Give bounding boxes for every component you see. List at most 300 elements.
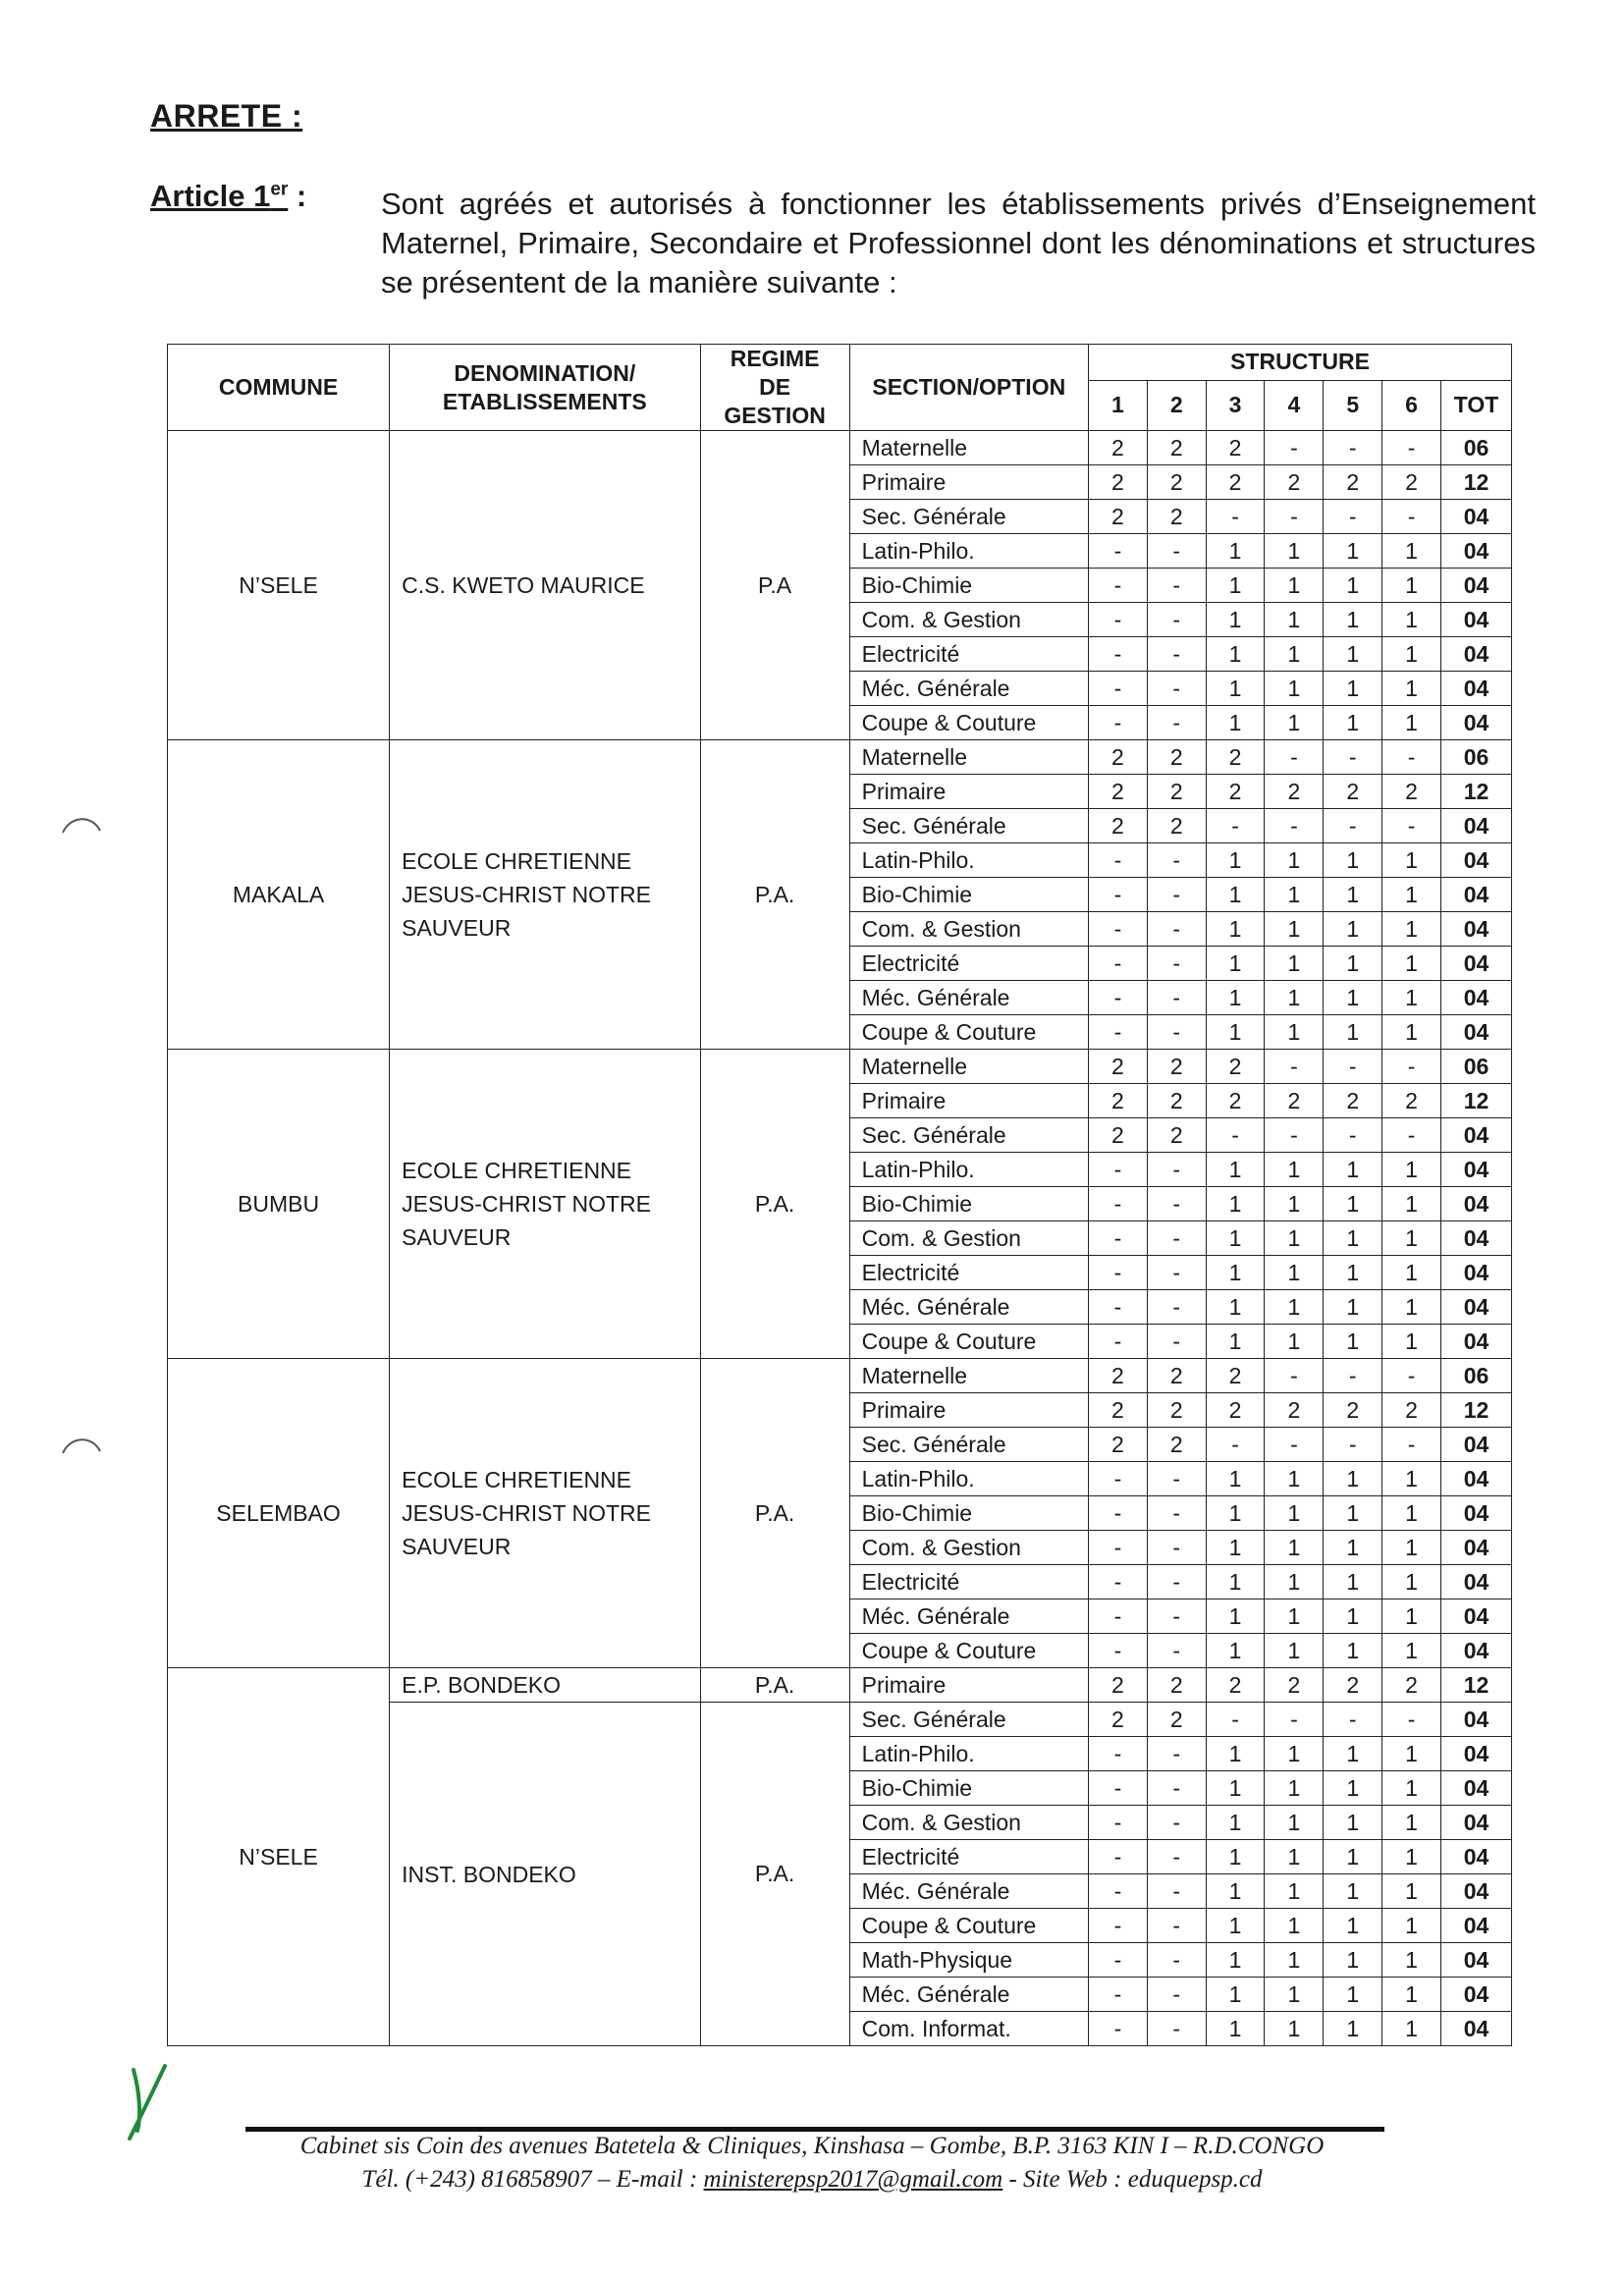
section-cell: Latin-Philo. — [849, 843, 1088, 878]
structure-value-cell: 1 — [1206, 534, 1265, 569]
structure-value-cell: 1 — [1206, 1771, 1265, 1806]
total-cell: 04 — [1440, 1221, 1511, 1256]
structure-value-cell: 1 — [1382, 603, 1441, 637]
structure-value-cell: 1 — [1265, 1943, 1324, 1978]
total-cell: 04 — [1440, 1118, 1511, 1153]
total-cell: 04 — [1440, 1187, 1511, 1221]
structure-value-cell: 1 — [1324, 1909, 1382, 1943]
structure-value-cell: 1 — [1382, 947, 1441, 981]
structure-value-cell: 2 — [1206, 1084, 1265, 1118]
structure-value-cell: 1 — [1382, 1221, 1441, 1256]
structure-value-cell: - — [1206, 500, 1265, 534]
structure-value-cell: - — [1206, 1428, 1265, 1462]
structure-value-cell: 1 — [1324, 947, 1382, 981]
structure-value-cell: 1 — [1324, 1153, 1382, 1187]
section-cell: Com. Informat. — [849, 2012, 1088, 2046]
structure-value-cell: - — [1147, 603, 1206, 637]
table-row — [168, 1359, 1512, 1393]
section-cell: Bio-Chimie — [849, 1771, 1088, 1806]
structure-value-cell: 1 — [1265, 1634, 1324, 1668]
structure-value-cell: 2 — [1382, 1084, 1441, 1118]
total-cell: 04 — [1440, 843, 1511, 878]
total-cell: 04 — [1440, 1909, 1511, 1943]
table-row — [168, 1668, 1512, 1703]
structure-value-cell: 1 — [1382, 1531, 1441, 1565]
structure-value-cell: 2 — [1324, 1393, 1382, 1428]
structure-value-cell: 1 — [1206, 947, 1265, 981]
punch-hole-mark — [61, 813, 102, 837]
section-cell: Electricité — [849, 1256, 1088, 1290]
structure-value-cell: 1 — [1382, 1015, 1441, 1050]
structure-value-cell: 2 — [1324, 1668, 1382, 1703]
structure-value-cell: - — [1089, 603, 1148, 637]
structure-value-cell: 1 — [1324, 603, 1382, 637]
total-cell: 04 — [1440, 534, 1511, 569]
structure-value-cell: - — [1089, 1978, 1148, 2012]
structure-value-cell: - — [1382, 431, 1441, 465]
structure-value-cell: 1 — [1382, 569, 1441, 603]
total-cell: 06 — [1440, 431, 1511, 465]
structure-value-cell: 1 — [1382, 981, 1441, 1015]
article-text: Sont agréés et autorisés à fonctionner les établissements privés d’Enseignement Maternel, Primaire, Secondaire et Professionnel dont les dénominations et structures se présentent de la manière suivante : — [381, 187, 1536, 299]
section-cell: Primaire — [849, 1668, 1088, 1703]
structure-value-cell: - — [1089, 1221, 1148, 1256]
section-cell: Coupe & Couture — [849, 1634, 1088, 1668]
structure-value-cell: 1 — [1206, 1978, 1265, 2012]
structure-value-cell: 1 — [1206, 843, 1265, 878]
structure-value-cell: 1 — [1324, 1978, 1382, 2012]
structure-value-cell: 2 — [1206, 431, 1265, 465]
structure-value-cell: 1 — [1324, 1496, 1382, 1531]
structure-value-cell: 2 — [1089, 1393, 1148, 1428]
structure-value-cell: - — [1147, 1462, 1206, 1496]
total-cell: 04 — [1440, 809, 1511, 843]
structure-value-cell: 1 — [1324, 843, 1382, 878]
structure-value-cell: 1 — [1206, 1909, 1265, 1943]
structure-value-cell: 1 — [1382, 878, 1441, 912]
structure-value-cell: - — [1265, 809, 1324, 843]
structure-value-cell: - — [1324, 1428, 1382, 1462]
structure-value-cell: 1 — [1206, 1153, 1265, 1187]
denomination-cell: E.P. BONDEKO — [390, 1668, 700, 1703]
regime-cell: P.A. — [700, 1703, 849, 2046]
structure-value-cell: 1 — [1265, 1015, 1324, 1050]
structure-value-cell: - — [1147, 1153, 1206, 1187]
structure-value-cell: - — [1147, 1840, 1206, 1874]
section-cell: Com. & Gestion — [849, 603, 1088, 637]
header-col-1: 1 — [1089, 380, 1148, 430]
structure-value-cell: 2 — [1089, 1703, 1148, 1737]
structure-value-cell: 1 — [1206, 1737, 1265, 1771]
structure-value-cell: 1 — [1206, 1806, 1265, 1840]
structure-value-cell: 1 — [1265, 1531, 1324, 1565]
denomination-cell: ECOLE CHRETIENNE JESUS-CHRIST NOTRE SAUVEUR — [390, 740, 700, 1050]
structure-value-cell: - — [1147, 1187, 1206, 1221]
structure-value-cell: 1 — [1382, 1256, 1441, 1290]
structure-value-cell: - — [1382, 1428, 1441, 1462]
structure-value-cell: 1 — [1324, 1462, 1382, 1496]
section-cell: Primaire — [849, 775, 1088, 809]
total-cell: 04 — [1440, 603, 1511, 637]
structure-value-cell: 1 — [1382, 1978, 1441, 2012]
structure-value-cell: 2 — [1265, 465, 1324, 500]
structure-value-cell: 1 — [1265, 1153, 1324, 1187]
structure-value-cell: - — [1089, 569, 1148, 603]
footer-email[interactable]: ministerepsp2017@gmail.com — [703, 2166, 1003, 2193]
structure-value-cell: 1 — [1265, 947, 1324, 981]
structure-value-cell: 1 — [1382, 706, 1441, 740]
table-row — [168, 431, 1512, 465]
structure-value-cell: 1 — [1324, 1187, 1382, 1221]
structure-value-cell: - — [1089, 1634, 1148, 1668]
header-regime-line3: GESTION — [724, 403, 826, 428]
structure-value-cell: - — [1324, 1118, 1382, 1153]
structure-value-cell: 1 — [1324, 1256, 1382, 1290]
structure-value-cell: - — [1324, 1703, 1382, 1737]
structure-value-cell: - — [1089, 1256, 1148, 1290]
section-cell: Electricité — [849, 1565, 1088, 1599]
structure-value-cell: - — [1382, 1703, 1441, 1737]
structure-value-cell: 2 — [1206, 1668, 1265, 1703]
header-commune: COMMUNE — [168, 345, 390, 431]
structure-value-cell: 1 — [1324, 1531, 1382, 1565]
structure-value-cell: 1 — [1265, 1978, 1324, 2012]
structure-value-cell: 1 — [1324, 1874, 1382, 1909]
section-cell: Méc. Générale — [849, 1290, 1088, 1325]
structure-value-cell: 1 — [1324, 2012, 1382, 2046]
structure-value-cell: - — [1265, 1359, 1324, 1393]
total-cell: 12 — [1440, 1393, 1511, 1428]
structure-value-cell: 2 — [1265, 1084, 1324, 1118]
structure-value-cell: 1 — [1324, 1325, 1382, 1359]
structure-value-cell: 1 — [1206, 1256, 1265, 1290]
total-cell: 12 — [1440, 1668, 1511, 1703]
structure-value-cell: 1 — [1206, 1462, 1265, 1496]
structure-value-cell: - — [1089, 1290, 1148, 1325]
structure-value-cell: 1 — [1324, 1634, 1382, 1668]
establishments-table — [167, 344, 1512, 2046]
regime-cell: P.A. — [700, 1050, 849, 1359]
structure-value-cell: 2 — [1089, 775, 1148, 809]
header-denomination-line2: ETABLISSEMENTS — [442, 388, 647, 414]
structure-value-cell: 2 — [1147, 431, 1206, 465]
structure-value-cell: 1 — [1324, 1015, 1382, 1050]
structure-value-cell: 1 — [1265, 1806, 1324, 1840]
structure-value-cell: 2 — [1206, 1393, 1265, 1428]
structure-value-cell: 1 — [1324, 1771, 1382, 1806]
header-col-tot: TOT — [1440, 380, 1511, 430]
structure-value-cell: 1 — [1382, 637, 1441, 672]
section-cell: Latin-Philo. — [849, 1462, 1088, 1496]
total-cell: 04 — [1440, 1943, 1511, 1978]
header-regime — [700, 345, 849, 431]
structure-value-cell: - — [1089, 706, 1148, 740]
structure-value-cell: - — [1089, 672, 1148, 706]
structure-value-cell: - — [1147, 1531, 1206, 1565]
structure-value-cell: - — [1147, 912, 1206, 947]
header-col-2: 2 — [1147, 380, 1206, 430]
structure-value-cell: - — [1324, 1359, 1382, 1393]
section-cell: Math-Physique — [849, 1943, 1088, 1978]
structure-value-cell: - — [1147, 2012, 1206, 2046]
structure-value-cell: 1 — [1206, 1599, 1265, 1634]
structure-value-cell: 1 — [1206, 1221, 1265, 1256]
structure-value-cell: 1 — [1265, 603, 1324, 637]
section-cell: Com. & Gestion — [849, 1221, 1088, 1256]
commune-cell: SELEMBAO — [168, 1359, 390, 1668]
structure-value-cell: - — [1147, 569, 1206, 603]
structure-value-cell: 1 — [1206, 2012, 1265, 2046]
structure-value-cell: 2 — [1089, 809, 1148, 843]
structure-value-cell: - — [1089, 1909, 1148, 1943]
structure-value-cell: 1 — [1324, 912, 1382, 947]
structure-value-cell: 1 — [1265, 1462, 1324, 1496]
structure-value-cell: 2 — [1147, 1084, 1206, 1118]
structure-value-cell: 2 — [1147, 740, 1206, 775]
structure-value-cell: 1 — [1382, 1496, 1441, 1531]
structure-value-cell: - — [1382, 1050, 1441, 1084]
section-cell: Latin-Philo. — [849, 1153, 1088, 1187]
section-cell: Primaire — [849, 1393, 1088, 1428]
structure-value-cell: 1 — [1324, 878, 1382, 912]
structure-value-cell: 1 — [1324, 1599, 1382, 1634]
structure-value-cell: 2 — [1147, 775, 1206, 809]
structure-value-cell: 2 — [1147, 1359, 1206, 1393]
structure-value-cell: 1 — [1265, 706, 1324, 740]
section-cell: Coupe & Couture — [849, 1015, 1088, 1050]
section-cell: Maternelle — [849, 1050, 1088, 1084]
structure-value-cell: 1 — [1382, 1806, 1441, 1840]
structure-value-cell: 1 — [1324, 1806, 1382, 1840]
structure-value-cell: 2 — [1147, 1050, 1206, 1084]
article-label — [150, 179, 306, 214]
regime-cell: P.A. — [700, 740, 849, 1050]
section-cell: Primaire — [849, 465, 1088, 500]
structure-value-cell: 1 — [1206, 569, 1265, 603]
structure-value-cell: - — [1089, 1943, 1148, 1978]
structure-value-cell: 2 — [1089, 465, 1148, 500]
structure-value-cell: 1 — [1206, 637, 1265, 672]
structure-value-cell: 1 — [1206, 603, 1265, 637]
structure-value-cell: - — [1265, 1118, 1324, 1153]
total-cell: 04 — [1440, 1290, 1511, 1325]
section-cell: Sec. Générale — [849, 500, 1088, 534]
total-cell: 04 — [1440, 981, 1511, 1015]
structure-value-cell: 1 — [1206, 1290, 1265, 1325]
header-denomination-line1: DENOMINATION/ — [454, 359, 636, 386]
structure-value-cell: 1 — [1206, 1187, 1265, 1221]
structure-value-cell: 2 — [1089, 500, 1148, 534]
structure-value-cell: - — [1147, 672, 1206, 706]
structure-value-cell: 2 — [1206, 740, 1265, 775]
structure-value-cell: - — [1324, 500, 1382, 534]
structure-value-cell: - — [1147, 981, 1206, 1015]
structure-value-cell: 1 — [1324, 1221, 1382, 1256]
structure-value-cell: 1 — [1206, 706, 1265, 740]
section-cell: Coupe & Couture — [849, 706, 1088, 740]
structure-value-cell: - — [1265, 431, 1324, 465]
structure-value-cell: 1 — [1382, 534, 1441, 569]
total-cell: 12 — [1440, 465, 1511, 500]
section-cell: Bio-Chimie — [849, 1496, 1088, 1531]
section-cell: Bio-Chimie — [849, 1187, 1088, 1221]
section-cell: Maternelle — [849, 1359, 1088, 1393]
structure-value-cell: - — [1265, 740, 1324, 775]
section-cell: Sec. Générale — [849, 809, 1088, 843]
structure-value-cell: 2 — [1206, 465, 1265, 500]
structure-value-cell: - — [1382, 740, 1441, 775]
total-cell: 04 — [1440, 1874, 1511, 1909]
regime-cell: P.A. — [700, 1359, 849, 1668]
header-col-4: 4 — [1265, 380, 1324, 430]
footer-website: - Site Web : eduquepsp.cd — [1002, 2166, 1263, 2193]
structure-value-cell: 1 — [1265, 534, 1324, 569]
structure-value-cell: 2 — [1147, 1668, 1206, 1703]
structure-value-cell: 1 — [1265, 981, 1324, 1015]
structure-value-cell: 1 — [1382, 1634, 1441, 1668]
structure-value-cell: - — [1147, 1909, 1206, 1943]
structure-value-cell: 1 — [1265, 2012, 1324, 2046]
structure-value-cell: 1 — [1265, 1290, 1324, 1325]
structure-value-cell: 1 — [1265, 1737, 1324, 1771]
structure-value-cell: - — [1147, 1599, 1206, 1634]
structure-value-cell: - — [1147, 843, 1206, 878]
regime-cell: P.A. — [700, 1668, 849, 1703]
structure-value-cell: 1 — [1206, 912, 1265, 947]
structure-value-cell: 1 — [1265, 1599, 1324, 1634]
structure-value-cell: 1 — [1324, 534, 1382, 569]
structure-value-cell: - — [1089, 637, 1148, 672]
total-cell: 04 — [1440, 878, 1511, 912]
structure-value-cell: 1 — [1206, 981, 1265, 1015]
footer-phone: Tél. (+243) 816858907 – E-mail : — [361, 2166, 704, 2193]
total-cell: 04 — [1440, 912, 1511, 947]
structure-value-cell: 1 — [1265, 1256, 1324, 1290]
structure-value-cell: - — [1089, 1874, 1148, 1909]
structure-value-cell: 1 — [1382, 1874, 1441, 1909]
structure-value-cell: 1 — [1382, 2012, 1441, 2046]
header-col-6: 6 — [1382, 380, 1441, 430]
commune-cell: MAKALA — [168, 740, 390, 1050]
structure-value-cell: 2 — [1089, 1428, 1148, 1462]
structure-value-cell: 2 — [1324, 1084, 1382, 1118]
total-cell: 04 — [1440, 1428, 1511, 1462]
structure-value-cell: - — [1265, 1050, 1324, 1084]
structure-value-cell: - — [1147, 706, 1206, 740]
structure-value-cell: 1 — [1324, 1565, 1382, 1599]
section-cell: Méc. Générale — [849, 1874, 1088, 1909]
structure-value-cell: - — [1089, 912, 1148, 947]
commune-cell: BUMBU — [168, 1050, 390, 1359]
total-cell: 04 — [1440, 1531, 1511, 1565]
article-colon: : — [288, 179, 307, 213]
total-cell: 04 — [1440, 1771, 1511, 1806]
handwritten-tick-mark — [126, 2062, 185, 2141]
structure-value-cell: 1 — [1265, 1221, 1324, 1256]
structure-value-cell: 1 — [1324, 1943, 1382, 1978]
structure-value-cell: 2 — [1147, 809, 1206, 843]
header-col-5: 5 — [1324, 380, 1382, 430]
structure-value-cell: 1 — [1324, 637, 1382, 672]
section-cell: Sec. Générale — [849, 1118, 1088, 1153]
structure-value-cell: - — [1089, 1531, 1148, 1565]
header-regime-line1: REGIME — [730, 346, 820, 371]
structure-value-cell: - — [1089, 1565, 1148, 1599]
structure-value-cell: 1 — [1206, 878, 1265, 912]
structure-value-cell: 1 — [1382, 1290, 1441, 1325]
header-regime-line2: DE — [759, 374, 791, 400]
structure-value-cell: - — [1147, 1221, 1206, 1256]
total-cell: 04 — [1440, 1462, 1511, 1496]
total-cell: 04 — [1440, 1703, 1511, 1737]
structure-value-cell: - — [1147, 1771, 1206, 1806]
structure-value-cell: 1 — [1206, 1496, 1265, 1531]
structure-value-cell: 2 — [1147, 1393, 1206, 1428]
structure-value-cell: - — [1089, 534, 1148, 569]
structure-value-cell: 1 — [1382, 1909, 1441, 1943]
structure-value-cell: 2 — [1265, 775, 1324, 809]
structure-value-cell: - — [1265, 1428, 1324, 1462]
structure-value-cell: 1 — [1206, 1531, 1265, 1565]
header-col-3: 3 — [1206, 380, 1265, 430]
structure-value-cell: - — [1147, 1496, 1206, 1531]
structure-value-cell: 1 — [1324, 569, 1382, 603]
table-body — [168, 431, 1512, 2046]
section-cell: Coupe & Couture — [849, 1909, 1088, 1943]
section-cell: Méc. Générale — [849, 981, 1088, 1015]
structure-value-cell: 1 — [1265, 569, 1324, 603]
structure-value-cell: 2 — [1324, 465, 1382, 500]
structure-value-cell: 2 — [1089, 1668, 1148, 1703]
structure-value-cell: 2 — [1265, 1393, 1324, 1428]
total-cell: 04 — [1440, 1015, 1511, 1050]
total-cell: 04 — [1440, 500, 1511, 534]
structure-value-cell: 1 — [1382, 843, 1441, 878]
structure-value-cell: - — [1206, 1703, 1265, 1737]
section-cell: Electricité — [849, 1840, 1088, 1874]
structure-value-cell: - — [1089, 947, 1148, 981]
structure-value-cell: 1 — [1265, 1496, 1324, 1531]
structure-value-cell: - — [1147, 1325, 1206, 1359]
structure-value-cell: 2 — [1382, 1668, 1441, 1703]
structure-value-cell: 1 — [1382, 1325, 1441, 1359]
structure-value-cell: - — [1147, 534, 1206, 569]
total-cell: 04 — [1440, 1806, 1511, 1840]
structure-value-cell: - — [1089, 1840, 1148, 1874]
total-cell: 04 — [1440, 637, 1511, 672]
structure-value-cell: 2 — [1089, 1118, 1148, 1153]
structure-value-cell: - — [1147, 947, 1206, 981]
structure-value-cell: - — [1089, 1806, 1148, 1840]
structure-value-cell: 1 — [1324, 1290, 1382, 1325]
structure-value-cell: 1 — [1324, 672, 1382, 706]
section-cell: Electricité — [849, 947, 1088, 981]
total-cell: 04 — [1440, 1737, 1511, 1771]
structure-value-cell: 2 — [1147, 1703, 1206, 1737]
structure-value-cell: - — [1089, 1737, 1148, 1771]
denomination-cell: INST. BONDEKO — [390, 1703, 700, 2046]
structure-value-cell: 1 — [1265, 1325, 1324, 1359]
structure-value-cell: - — [1382, 1118, 1441, 1153]
total-cell: 04 — [1440, 672, 1511, 706]
total-cell: 04 — [1440, 1634, 1511, 1668]
total-cell: 06 — [1440, 1050, 1511, 1084]
total-cell: 04 — [1440, 2012, 1511, 2046]
structure-value-cell: 2 — [1382, 465, 1441, 500]
structure-value-cell: 1 — [1265, 1565, 1324, 1599]
total-cell: 04 — [1440, 1256, 1511, 1290]
structure-value-cell: - — [1147, 1943, 1206, 1978]
